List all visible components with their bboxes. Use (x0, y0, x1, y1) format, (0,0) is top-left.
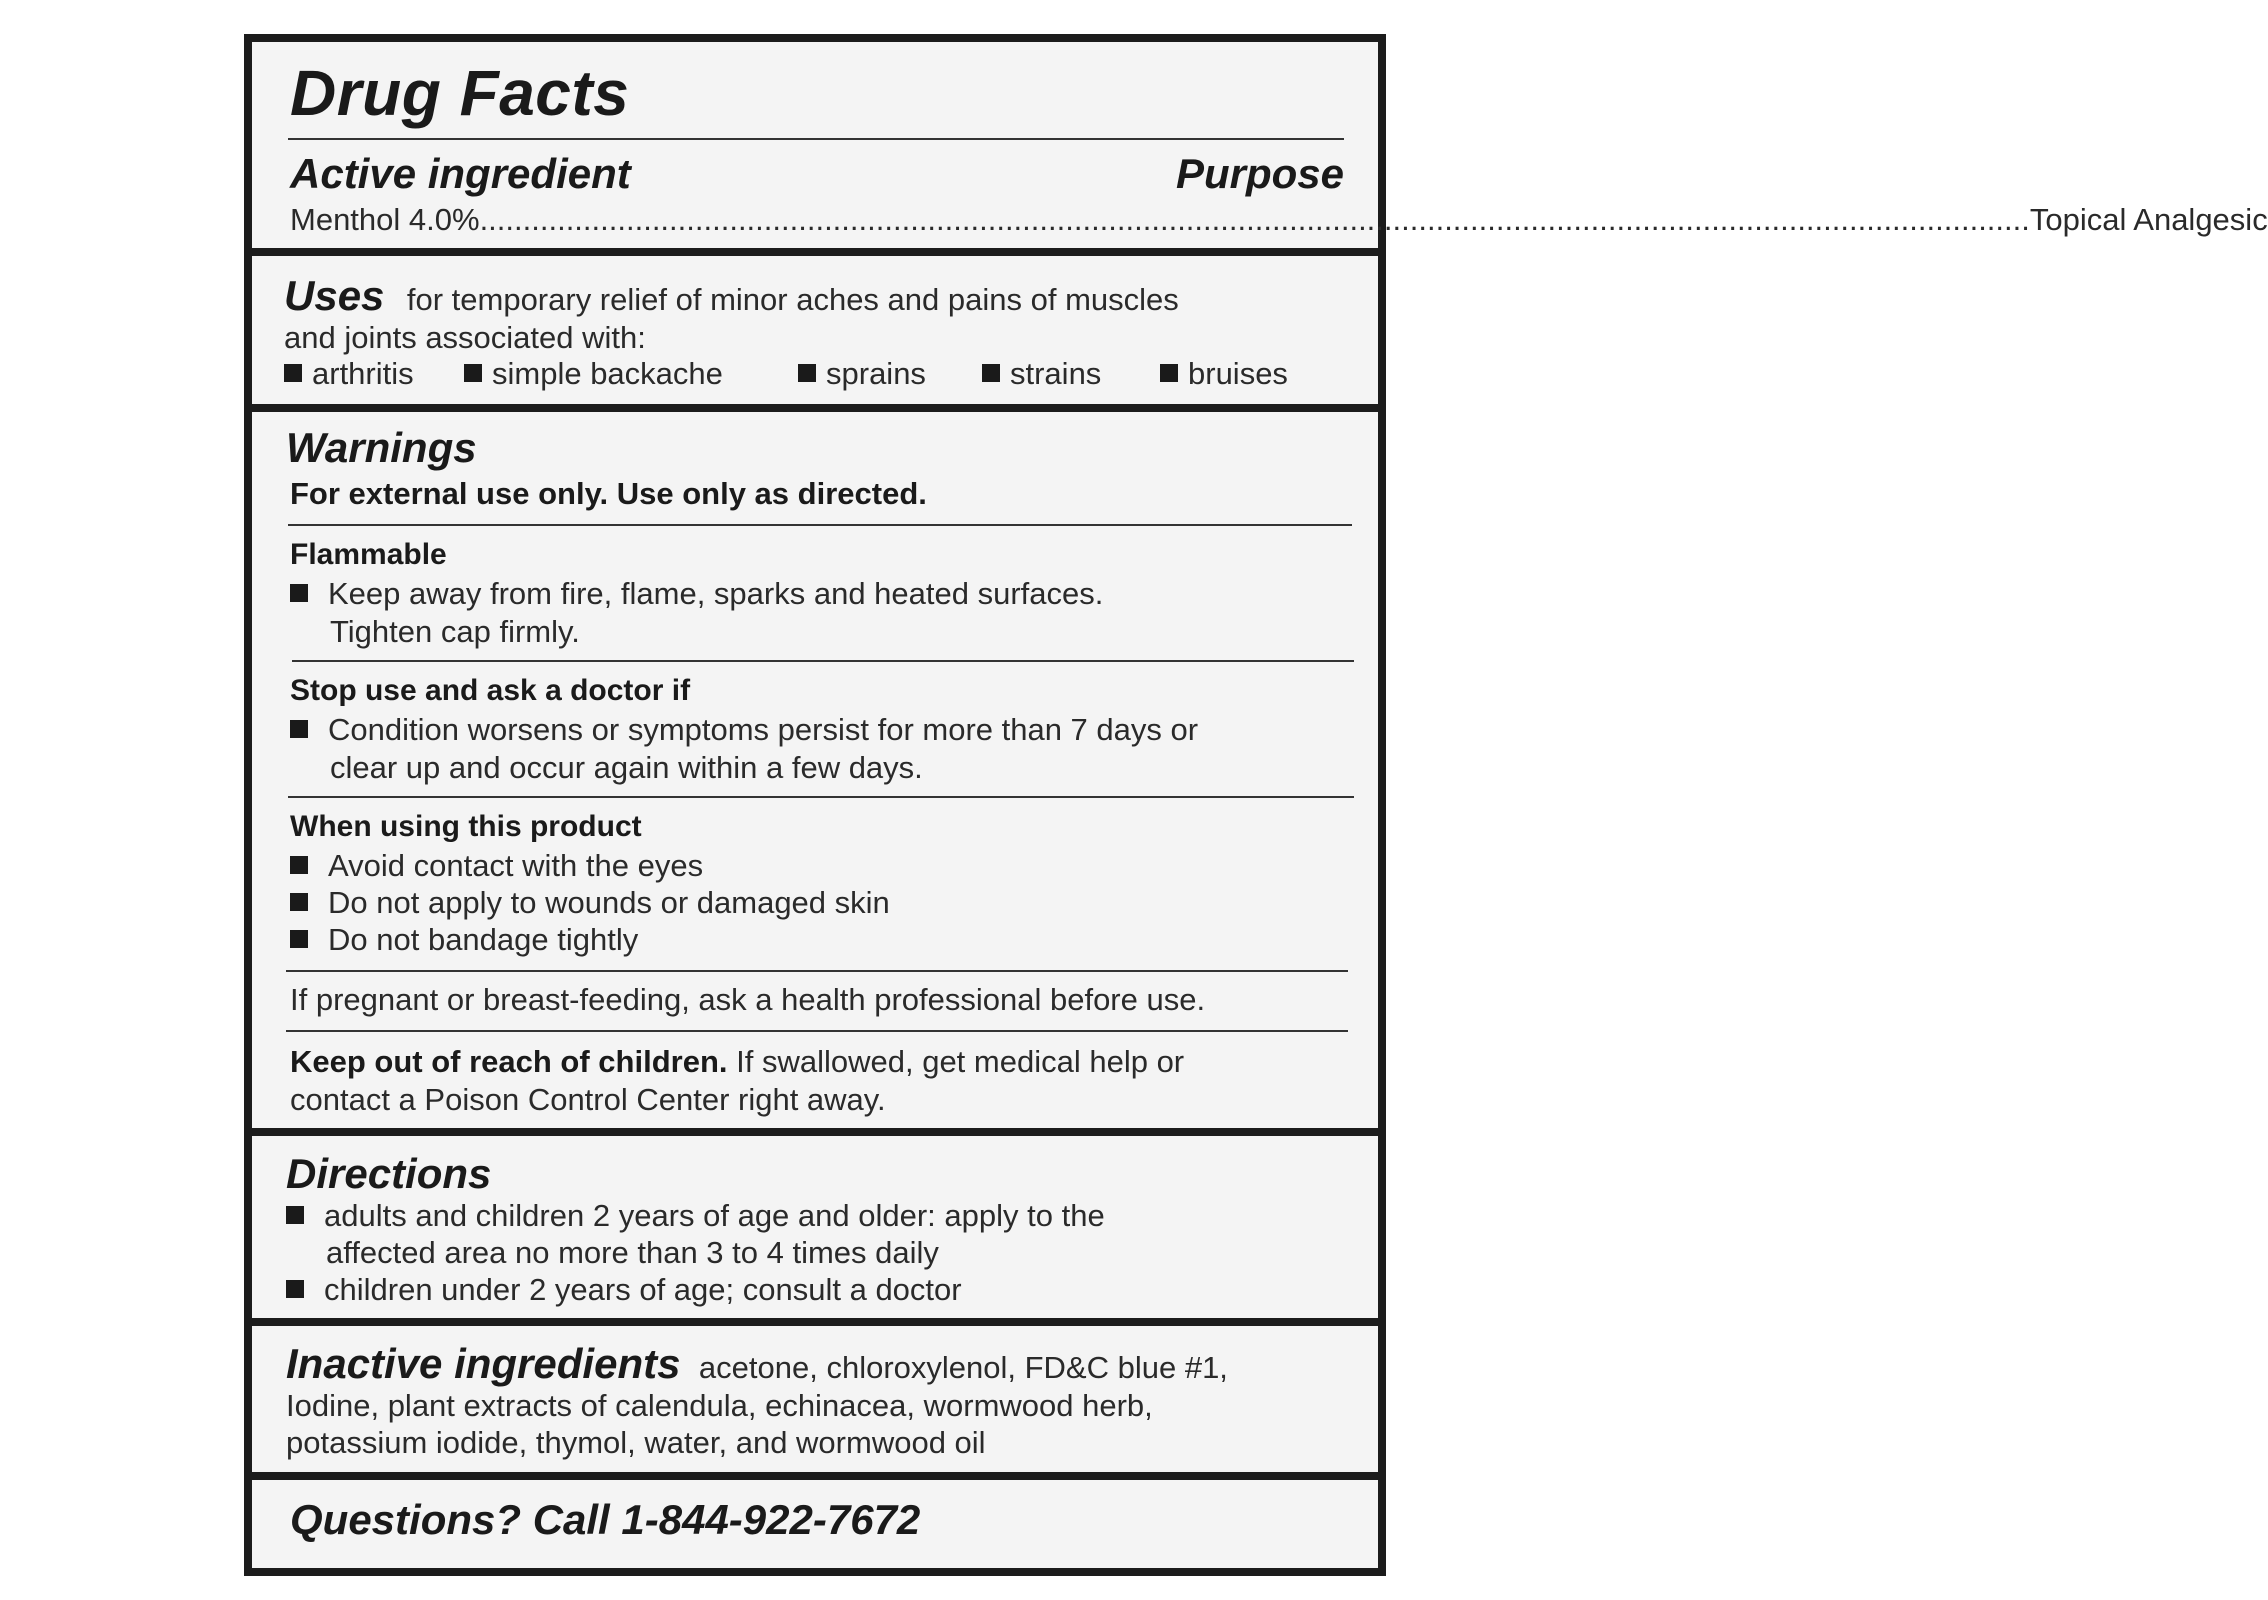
uses-item: sprains (798, 356, 926, 392)
drug-facts-title: Drug Facts (290, 57, 630, 129)
uses-text-line1: for temporary relief of minor aches and pains of muscles (406, 282, 1179, 317)
children-line1 (290, 1044, 1184, 1080)
when-using-item: Do not apply to wounds or damaged skin (290, 885, 890, 921)
bullet-icon (290, 720, 308, 738)
inactive-text-line3: potassium iodide, thymol, water, and wormwood oil (286, 1425, 986, 1460)
uses-item: arthritis (284, 356, 414, 392)
bullet-icon (464, 364, 482, 382)
warnings-divider (288, 796, 1354, 798)
bullet-icon (798, 364, 816, 382)
section-divider (252, 1472, 1378, 1480)
bullet-icon (284, 364, 302, 382)
flammable-heading: Flammable (290, 538, 447, 571)
inactive-line1 (286, 1340, 1228, 1388)
stop-use-line2: clear up and occur again within a few days. (330, 750, 923, 785)
active-ingredient-name: Menthol 4.0% (290, 202, 480, 237)
active-ingredient-row (290, 202, 2268, 242)
stop-use-line1: Condition worsens or symptoms persist for more than 7 days or (290, 712, 1198, 748)
bullet-icon (1160, 364, 1178, 382)
when-using-item: Avoid contact with the eyes (290, 848, 703, 884)
inactive-text-line1: acetone, chloroxylenol, FD&C blue #1, (698, 1350, 1228, 1385)
questions-line: Questions? Call 1-844-922-7672 (290, 1496, 921, 1543)
active-ingredient-purpose: Topical Analgesic (2029, 202, 2268, 237)
when-using-heading: When using this product (290, 810, 642, 843)
children-warning-text: If swallowed, get medical help or (736, 1044, 1185, 1079)
bullet-icon (286, 1206, 304, 1224)
warnings-divider (292, 660, 1354, 662)
flammable-line2: Tighten cap firmly. (330, 614, 580, 649)
bullet-icon (290, 856, 308, 874)
directions-item-continued: affected area no more than 3 to 4 times daily (326, 1235, 939, 1270)
bullet-icon (290, 930, 308, 948)
when-using-item: Do not bandage tightly (290, 922, 638, 958)
purpose-heading: Purpose (1175, 150, 1344, 197)
drug-facts-label (244, 34, 2268, 1576)
children-line2: contact a Poison Control Center right away. (290, 1082, 886, 1117)
bullet-icon (982, 364, 1000, 382)
title-divider (288, 138, 1344, 140)
warnings-divider (286, 1030, 1348, 1032)
section-divider (252, 404, 1378, 412)
bullet-icon (290, 584, 308, 602)
directions-item: adults and children 2 years of age and older: apply to the (286, 1198, 1105, 1234)
inactive-heading: Inactive ingredients (286, 1340, 681, 1387)
uses-heading: Uses (284, 272, 385, 319)
directions-item: children under 2 years of age; consult a doctor (286, 1272, 962, 1308)
uses-item: simple backache (464, 356, 723, 392)
section-divider (252, 1318, 1378, 1326)
section-divider (252, 1128, 1378, 1136)
uses-item: strains (982, 356, 1101, 392)
bullet-icon (286, 1280, 304, 1298)
section-divider (252, 248, 1378, 256)
flammable-line1: Keep away from fire, flame, sparks and heated surfaces. (290, 576, 1103, 612)
pregnant-warning: If pregnant or breast-feeding, ask a health professional before use. (290, 982, 1206, 1017)
warnings-heading: Warnings (286, 424, 477, 471)
uses-text-line2: and joints associated with: (284, 320, 646, 355)
leader-dots: .................................................................................................................................................................................... (479, 202, 2030, 237)
warnings-divider (288, 524, 1352, 526)
warnings-external: For external use only. Use only as directed. (290, 476, 927, 511)
active-ingredient-heading: Active ingredient (290, 150, 631, 197)
bullet-icon (290, 893, 308, 911)
warnings-divider (286, 970, 1348, 972)
uses-item: bruises (1160, 356, 1288, 392)
children-warning-bold: Keep out of reach of children. (290, 1044, 728, 1079)
stop-use-heading: Stop use and ask a doctor if (290, 674, 691, 707)
uses-line1 (284, 272, 1179, 320)
directions-heading: Directions (286, 1150, 492, 1197)
inactive-text-line2: Iodine, plant extracts of calendula, echinacea, wormwood herb, (286, 1388, 1153, 1423)
